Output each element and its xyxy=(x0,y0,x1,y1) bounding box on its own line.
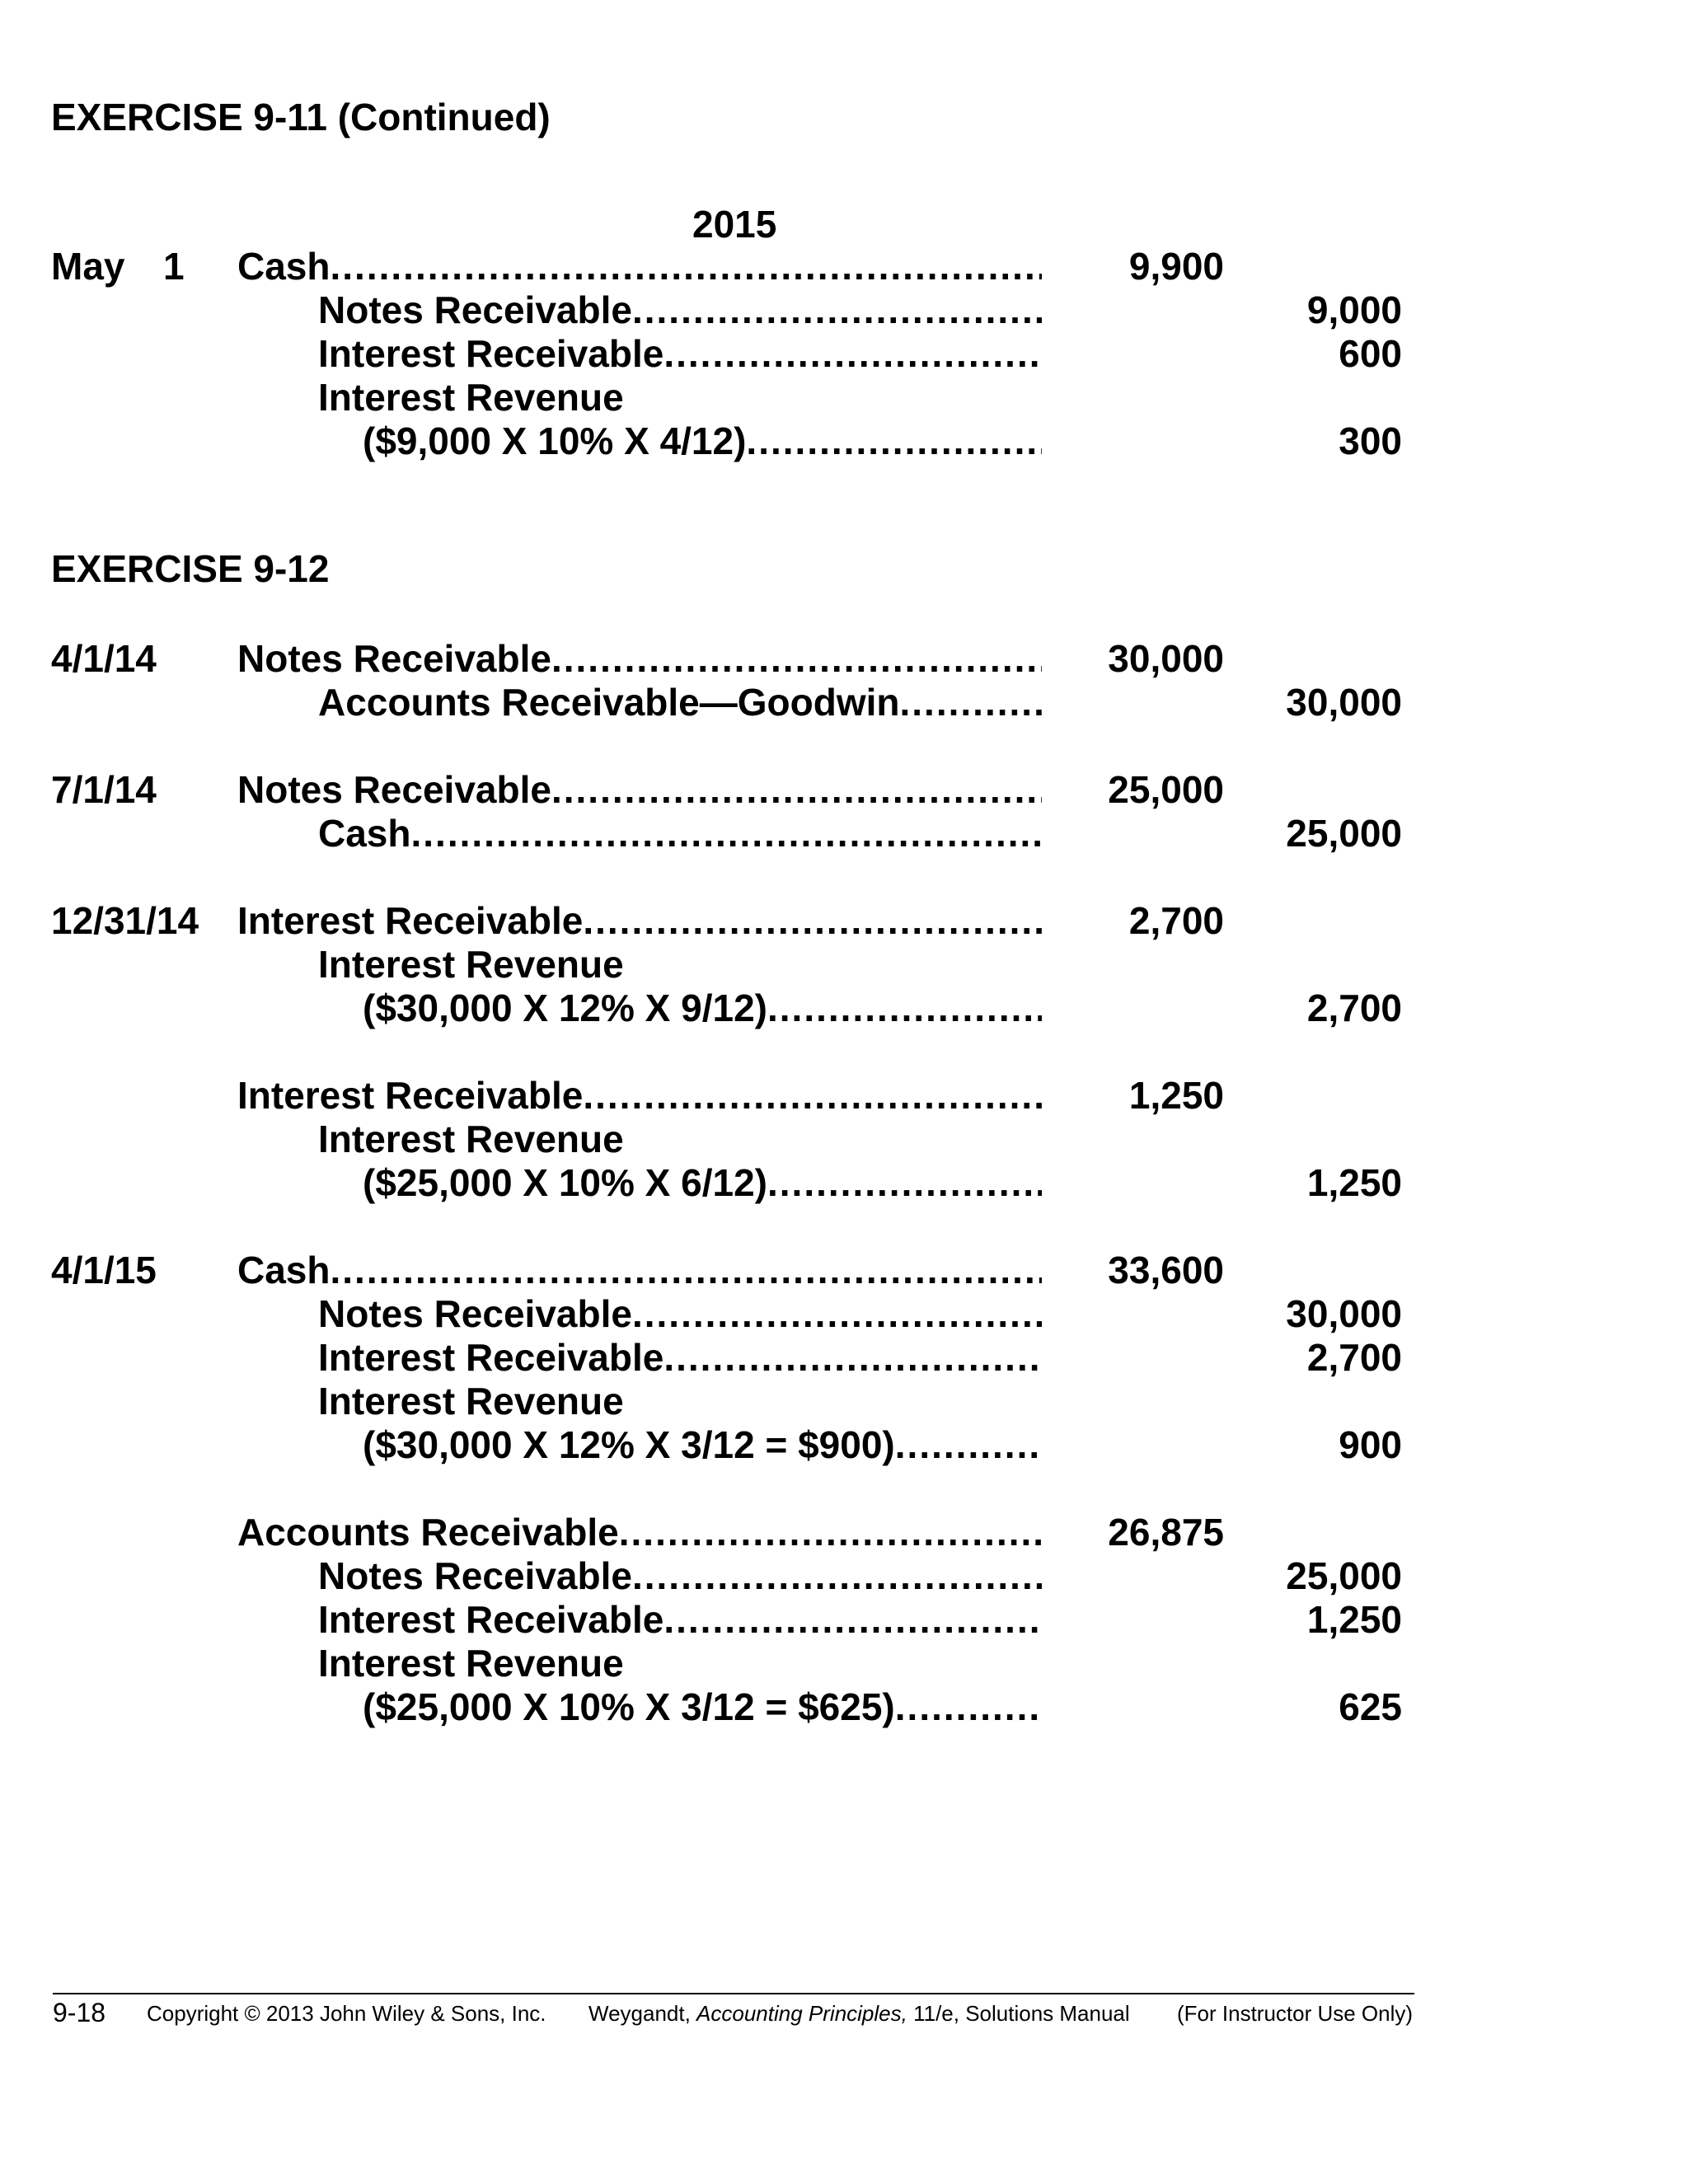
debit-amount: 25,000 xyxy=(1108,768,1224,811)
account-line: Interest Revenue xyxy=(318,376,624,419)
account-line: Interest Revenue xyxy=(318,943,624,986)
debit-amount: 26,875 xyxy=(1108,1511,1224,1554)
credit-amount: 9,000 xyxy=(1306,288,1402,331)
account-line: Notes Receivable ..... xyxy=(237,637,1042,681)
account-line: Notes Receivable ..... xyxy=(318,288,1042,332)
account-line: Interest Revenue xyxy=(318,1642,624,1685)
entry-date: 7/1/14 xyxy=(51,768,157,811)
credit-amount: 300 xyxy=(1339,419,1402,462)
credit-amount: 1,250 xyxy=(1306,1161,1402,1204)
calculation-line: ($25,000 X 10% X 3/12 = $625) ..... xyxy=(363,1685,1042,1729)
account-line: Interest Receivable ..... xyxy=(237,899,1042,943)
account-line: Notes Receivable ..... xyxy=(318,1554,1042,1598)
credit-amount: 2,700 xyxy=(1306,1336,1402,1379)
book-citation: Weygandt, Accounting Principles, 11/e, Solutions Manual xyxy=(588,2001,1130,2026)
credit-amount: 30,000 xyxy=(1286,1292,1402,1335)
entry-date-day: 1 xyxy=(163,245,185,288)
credit-amount: 600 xyxy=(1339,332,1402,375)
calculation-line: ($30,000 X 12% X 9/12) ..... xyxy=(363,987,1042,1030)
debit-amount: 30,000 xyxy=(1108,637,1224,680)
entry-date-month: May xyxy=(51,245,125,288)
credit-amount: 2,700 xyxy=(1306,987,1402,1029)
account-line: Interest Revenue xyxy=(318,1118,624,1160)
account-line: Accounts Receivable—Goodwin ..... xyxy=(318,681,1042,724)
credit-amount: 25,000 xyxy=(1286,1554,1402,1597)
account-line: Cash ..... xyxy=(237,245,1042,288)
calculation-line: ($9,000 X 10% X 4/12) ..... xyxy=(363,419,1042,463)
account-line: Interest Receivable ..... xyxy=(318,1336,1042,1380)
debit-amount: 9,900 xyxy=(1128,245,1224,288)
account-line: Notes Receivable ..... xyxy=(318,1292,1042,1336)
account-line: Accounts Receivable ..... xyxy=(237,1511,1042,1554)
calculation-line: ($25,000 X 10% X 6/12) ..... xyxy=(363,1161,1042,1205)
account-line: Interest Receivable ..... xyxy=(318,332,1042,376)
account-line: Interest Revenue xyxy=(318,1380,624,1422)
account-line: Cash ..... xyxy=(237,1249,1042,1292)
year-heading: 2015 xyxy=(692,203,777,246)
debit-amount: 33,600 xyxy=(1108,1249,1224,1291)
copyright-text: Copyright © 2013 John Wiley & Sons, Inc. xyxy=(147,2001,546,2026)
instructor-note: (For Instructor Use Only) xyxy=(1177,2001,1414,2026)
account-line: Notes Receivable ..... xyxy=(237,768,1042,812)
account-line: Interest Receivable ..... xyxy=(318,1598,1042,1642)
entry-date: 4/1/14 xyxy=(51,637,157,680)
account-line: Cash ..... xyxy=(318,812,1042,855)
debit-amount: 1,250 xyxy=(1128,1074,1224,1117)
exercise-heading: EXERCISE 9-12 xyxy=(51,547,330,590)
credit-amount: 625 xyxy=(1339,1685,1402,1728)
credit-amount: 25,000 xyxy=(1286,812,1402,855)
entry-date: 4/1/15 xyxy=(51,1249,157,1291)
footer-rule xyxy=(53,1993,1414,1994)
credit-amount: 900 xyxy=(1339,1423,1402,1466)
account-line: Interest Receivable ..... xyxy=(237,1074,1042,1118)
entry-date: 12/31/14 xyxy=(51,899,199,942)
calculation-line: ($30,000 X 12% X 3/12 = $900) ..... xyxy=(363,1423,1042,1467)
credit-amount: 1,250 xyxy=(1306,1598,1402,1641)
debit-amount: 2,700 xyxy=(1128,899,1224,942)
page-number: 9-18 xyxy=(53,1998,106,2027)
credit-amount: 30,000 xyxy=(1286,681,1402,724)
exercise-heading: EXERCISE 9-11 (Continued) xyxy=(51,96,551,138)
